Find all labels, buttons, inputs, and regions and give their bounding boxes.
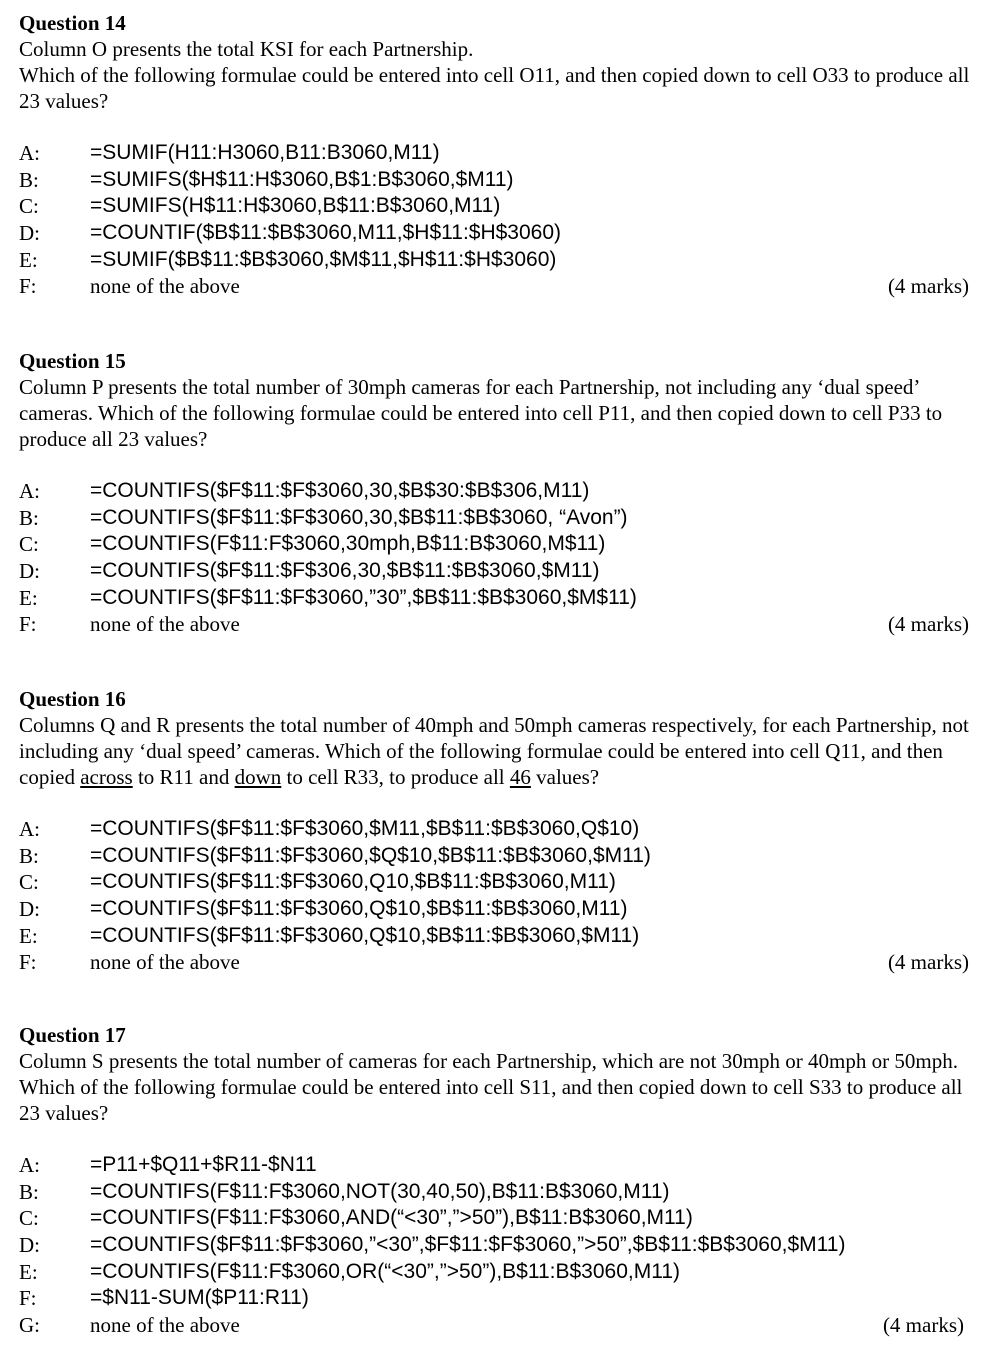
option-c — [19, 531, 979, 558]
option-letter: C: — [19, 532, 39, 557]
option-f — [19, 1285, 979, 1312]
option-letter: F: — [19, 274, 37, 299]
option-a — [19, 816, 979, 843]
option-letter: G: — [19, 1313, 40, 1338]
option-letter: B: — [19, 843, 39, 868]
option-letter: A: — [19, 141, 40, 165]
question-title: Question 15 — [19, 349, 126, 373]
option-letter: B: — [19, 1179, 39, 1204]
question-text: Column P presents the total number of 30mph cameras for each Partnership, not including any ‘dual speed’ cameras. Which of the following formulae could be entered into cell P11, and then copied down to cell P33 to produce all 23 values? — [19, 375, 943, 451]
option-formula: =SUMIF($B$11:$B$3060,$M$11,$H$11:$H$3060) — [90, 247, 557, 271]
option-c — [19, 869, 979, 896]
question-text — [19, 36, 979, 114]
question-text-part: Columns Q and R presents the total number of 40mph and 50mph cameras respectively, for each Partnership, not including any ‘dual speed’ cameras. Which of the following formulae could be entered into cell Q11, and then copied — [19, 713, 969, 789]
option-e — [19, 585, 979, 612]
option-list — [19, 1152, 979, 1339]
option-list — [19, 140, 979, 300]
option-formula: =COUNTIFS(F$11:F$3060,30mph,B$11:B$3060,M$11) — [90, 532, 606, 556]
option-letter: F: — [19, 1286, 37, 1311]
option-list — [19, 816, 979, 976]
question-15 — [19, 348, 979, 638]
question-text-content: Column O presents the total KSI for each Partnership. Which of the following formulae could be entered into cell O11, and then copied down to cell O33 to produce all 23 values? — [19, 37, 970, 113]
option-formula: =COUNTIFS($F$11:$F$3060,Q$10,$B$11:$B$3060,M11) — [90, 897, 628, 921]
option-formula: =COUNTIFS($F$11:$F$306,30,$B$11:$B$3060,$M11) — [90, 559, 600, 583]
option-formula: =COUNTIFS($F$11:$F$3060,”<30”,$F$11:$F$3060,”>50”,$B$11:$B$3060,$M11) — [90, 1233, 846, 1257]
question-14 — [19, 10, 979, 300]
option-e — [19, 247, 979, 274]
option-formula: =COUNTIFS($F$11:$F$3060,30,$B$11:$B$3060, “Avon”) — [90, 505, 628, 529]
option-letter: E: — [19, 1259, 38, 1284]
option-formula: =COUNTIFS($F$11:$F$3060,$M11,$B$11:$B$3060,Q$10) — [90, 817, 640, 840]
option-d — [19, 1232, 979, 1259]
option-formula: =COUNTIFS($F$11:$F$3060,”30”,$B$11:$B$3060,$M$11) — [90, 585, 637, 609]
option-list — [19, 478, 979, 638]
option-d — [19, 896, 979, 923]
option-letter: C: — [19, 194, 39, 219]
option-f — [19, 949, 979, 976]
option-a — [19, 478, 979, 505]
option-letter: A: — [19, 1153, 40, 1177]
option-formula: =COUNTIFS($F$11:$F$3060,$Q$10,$B$11:$B$3060,$M11) — [90, 843, 651, 867]
option-b — [19, 505, 979, 532]
option-letter: F: — [19, 612, 37, 637]
marks-label: (4 marks) — [887, 612, 969, 637]
option-letter: B: — [19, 505, 39, 530]
option-letter: F: — [19, 950, 37, 975]
option-letter: A: — [19, 817, 40, 841]
option-letter: D: — [19, 559, 40, 584]
option-formula: =SUMIF(H11:H3060,B11:B3060,M11) — [90, 141, 440, 164]
option-letter: B: — [19, 167, 39, 192]
option-formula: =COUNTIFS(F$11:F$3060,OR(“<30”,”>50”),B$11:B$3060,M11) — [90, 1259, 680, 1283]
option-c — [19, 193, 979, 220]
question-text-part: values? — [530, 765, 600, 789]
option-f — [19, 611, 979, 638]
option-d — [19, 558, 979, 585]
option-f — [19, 273, 979, 300]
option-formula: =COUNTIFS($F$11:$F$3060,30,$B$30:$B$306,M11) — [90, 479, 590, 502]
question-text: Column S presents the total number of cameras for each Partnership, which are not 30mph or 40mph or 50mph. Which of the following formulae could be entered into cell S11, and then copied down to cell S33 to produce all 23 values? — [19, 1049, 963, 1125]
question-title: Question 16 — [19, 687, 126, 711]
marks-label: (4 marks) — [887, 950, 969, 975]
option-formula: =COUNTIFS(F$11:F$3060,AND(“<30”,”>50”),B$11:B$3060,M11) — [90, 1206, 693, 1230]
underlined-word-across: across — [80, 765, 133, 789]
underlined-word-down: down — [234, 765, 282, 789]
question-text-part: to R11 and — [132, 765, 235, 789]
underlined-number-46: 46 — [509, 765, 531, 789]
option-letter: A: — [19, 479, 40, 503]
option-b — [19, 167, 979, 194]
option-letter: E: — [19, 585, 38, 610]
option-d — [19, 220, 979, 247]
question-title: Question 17 — [19, 1023, 126, 1047]
question-text-part: to cell R33, to produce all — [281, 765, 510, 789]
option-g — [19, 1312, 979, 1339]
option-text: none of the above — [90, 1313, 240, 1338]
option-formula: =COUNTIF($B$11:$B$3060,M11,$H$11:$H$3060) — [90, 221, 562, 245]
option-a — [19, 140, 979, 167]
option-b — [19, 1179, 979, 1206]
option-formula: =$N11-SUM($P11:R11) — [90, 1286, 309, 1310]
option-c — [19, 1205, 979, 1232]
option-formula: =SUMIFS($H$11:H$3060,B$1:B$3060,$M11) — [90, 167, 514, 191]
option-formula: =COUNTIFS($F$11:$F$3060,Q10,$B$11:$B$3060,M11) — [90, 870, 616, 894]
option-letter: C: — [19, 870, 39, 895]
option-letter: C: — [19, 1206, 39, 1231]
option-letter: D: — [19, 897, 40, 922]
option-text: none of the above — [90, 274, 240, 299]
question-16 — [19, 686, 979, 976]
option-text: none of the above — [90, 612, 240, 637]
option-formula: =COUNTIFS(F$11:F$3060,NOT(30,40,50),B$11:B$3060,M11) — [90, 1179, 670, 1203]
option-b — [19, 843, 979, 870]
option-e — [19, 1259, 979, 1286]
option-a — [19, 1152, 979, 1179]
option-e — [19, 923, 979, 950]
option-formula: =P11+$Q11+$R11-$N11 — [90, 1153, 317, 1176]
option-text: none of the above — [90, 950, 240, 975]
option-letter: D: — [19, 221, 40, 246]
question-title: Question 14 — [19, 11, 126, 35]
question-text — [19, 712, 979, 790]
marks-label: (4 marks) — [882, 1313, 964, 1338]
option-letter: E: — [19, 247, 38, 272]
option-formula: =COUNTIFS($F$11:$F$3060,Q$10,$B$11:$B$3060,$M11) — [90, 923, 640, 947]
question-17 — [19, 1022, 979, 1339]
option-letter: D: — [19, 1233, 40, 1258]
option-letter: E: — [19, 923, 38, 948]
option-formula: =SUMIFS(H$11:H$3060,B$11:B$3060,M11) — [90, 194, 501, 218]
marks-label: (4 marks) — [887, 274, 969, 299]
